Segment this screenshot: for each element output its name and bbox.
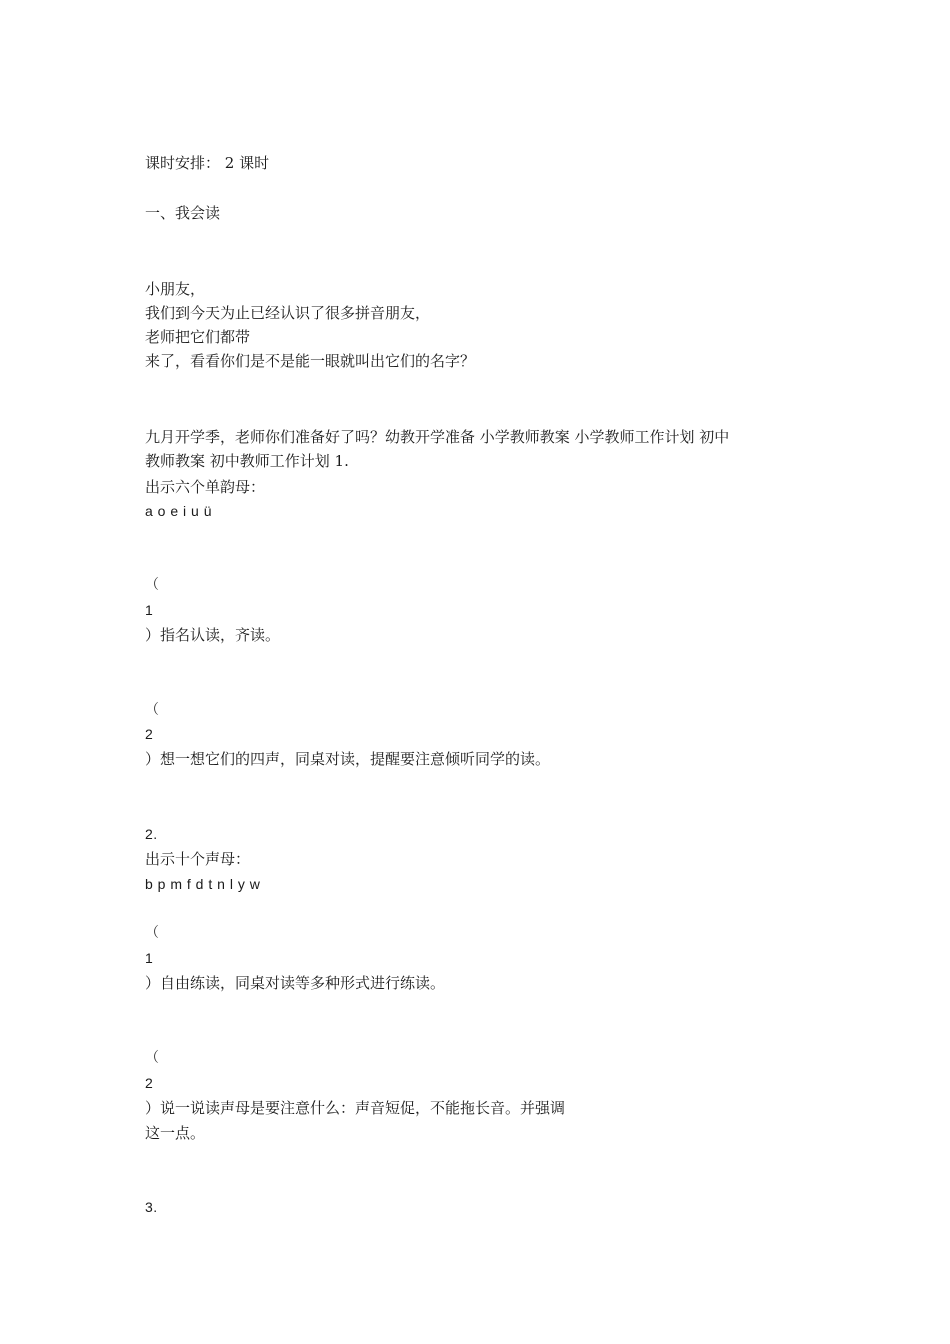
intro-line-1: 小朋友， — [145, 280, 206, 298]
step-text: ）自由练读，同桌对读等多种形式进行练读。 — [145, 974, 446, 992]
intro-line-2: 我们到今天为止已经认识了很多拼音朋友， — [145, 304, 431, 322]
step-text: ）说一说读声母是要注意什么：声音短促，不能拖长音。并强调 — [145, 1099, 566, 1117]
section-heading: 一、我会读 — [145, 204, 221, 222]
item2-label: 出示十个声母： — [145, 850, 251, 868]
item1-label: 出示六个单韵母： — [145, 478, 266, 496]
promo-line-2: 教师教案 初中教师工作计划 1. — [145, 452, 349, 470]
step-text: ）指名认读，齐读。 — [145, 626, 281, 644]
step-open-paren: （ — [145, 577, 159, 593]
promo-line-1: 九月开学季，老师你们准备好了吗？幼教开学准备 小学教师教案 小学教师工作计划 初中 — [145, 428, 730, 446]
step-number: 2 — [145, 1075, 154, 1091]
schedule-line: 课时安排： 2 课时 — [145, 154, 270, 172]
intro-line-4: 来了，看看你们是不是能一眼就叫出它们的名字？ — [145, 352, 476, 370]
item3-number: 3. — [145, 1199, 158, 1215]
step-number: 1 — [145, 950, 154, 966]
step-open-paren: （ — [145, 1050, 159, 1066]
consonant-letters: b p m f d t n l y w — [145, 876, 261, 892]
intro-line-3: 老师把它们都带 — [145, 328, 251, 346]
step-text-continued: 这一点。 — [145, 1124, 206, 1142]
step-number: 1 — [145, 602, 154, 618]
vowel-letters: a o e i u ü — [145, 503, 212, 519]
step-open-paren: （ — [145, 702, 159, 718]
item2-number: 2. — [145, 826, 158, 842]
step-number: 2 — [145, 726, 154, 742]
step-open-paren: （ — [145, 925, 159, 941]
step-text: ）想一想它们的四声，同桌对读，提醒要注意倾听同学的读。 — [145, 750, 551, 768]
